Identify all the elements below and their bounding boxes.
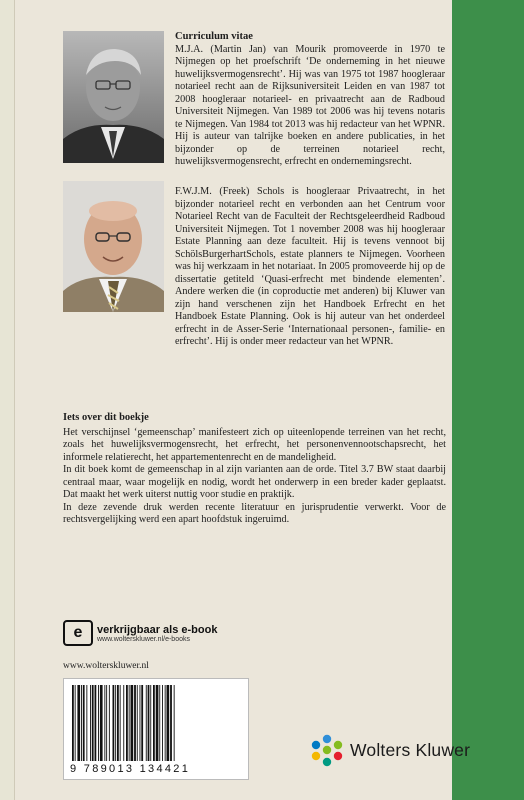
barcode-bar bbox=[117, 685, 119, 761]
about-heading: Iets over dit boekje bbox=[63, 412, 149, 423]
green-band bbox=[452, 0, 524, 800]
barcode-bar bbox=[81, 685, 82, 761]
barcode-bar bbox=[120, 685, 121, 761]
ebook-icon bbox=[63, 620, 93, 646]
barcode-bar bbox=[131, 685, 134, 761]
barcode-bar bbox=[123, 685, 124, 761]
cv-paragraph: M.J.A. (Martin Jan) van Mourik promoveerde in 1970 te Nijmegen op het proefschrift ‘De onderneming in het nieuwe huwelijksvermogensrecht’. Hij was van 1975 tot 1987 hoogleraar notarieel recht aan de Rijksuniversiteit Leiden en van 1987 tot 2008 hoogleraar notarieel- en privaatrecht aan de Radboud Universiteit Nijmegen. Van 1989 tot 2006 was hij tevens notaris te Nijmegen. Van 1984 tot 2013 was hij redacteur van het WPNR. Hij is auteur van talrijke boeken en andere publicaties, in het bijzonder op de terreinen notarieel recht, huwelijksvermogensrecht, erfrecht en ondernemingsrecht. bbox=[175, 43, 445, 167]
barcode-bar bbox=[113, 685, 115, 761]
barcode-bar bbox=[170, 685, 172, 761]
barcode-digits: 9 789013 134421 bbox=[70, 763, 191, 775]
barcode-bar bbox=[98, 685, 99, 761]
ebook-title: verkrijgbaar als e-book bbox=[97, 623, 218, 636]
barcode-bar bbox=[153, 685, 155, 761]
bio2-paragraph: F.W.J.M. (Freek) Schols is hoogleraar Privaatrecht, in het bijzonder notarieel recht en verbonden aan het Centrum voor Notarieel Recht van de Faculteit der Rechtsgeleerdheid Radboud Universiteit Nijmegen. Tot 1 november 2008 was hij hoogleraar Estate Planning aan deze faculteit. Hij is tevens vennoot bij SchölsBurgerhartSchols, estate planners te Nijmegen. Voorheen was hij werkzaam in het notariaat. In 2005 promoveerde hij op de dissertatie getiteld ‘Quasi-erfrecht met bindende elementen’. Andere werken die (in coproductie met anderen) bij Kluwer van zijn hand verschenen zijn het Handboek Erfrecht en het Handboek Estate Planning. Ook is hij auteur van het onderdeel erfrecht in de Asser-Serie ‘Internationaal personen-, familie- en erfrecht’. Hij is onder meer redacteur van het WPNR. bbox=[175, 186, 445, 347]
portrait-illustration bbox=[63, 181, 164, 312]
wolters-kluwer-logo-icon bbox=[310, 733, 344, 767]
portrait-illustration bbox=[63, 31, 164, 163]
barcode-bar bbox=[141, 685, 143, 761]
barcode-bar bbox=[106, 685, 107, 761]
barcode-bar bbox=[86, 685, 87, 761]
barcode-bar bbox=[90, 685, 91, 761]
barcode-bar bbox=[156, 685, 159, 761]
about-paragraph: In deze zevende druk werden recente literatuur en jurisprudentie verwerkt. Voor de rechtsvergelijking werd een apart hoofdstuk ingeruimd. bbox=[63, 501, 446, 525]
ebook-badge-letter: e bbox=[73, 624, 83, 641]
isbn-barcode bbox=[63, 678, 249, 780]
ebook-text bbox=[97, 624, 217, 643]
barcode-bar bbox=[100, 685, 103, 761]
barcode-bar bbox=[146, 685, 147, 761]
barcode-bar bbox=[104, 685, 105, 761]
about-paragraph: In dit boek komt de gemeenschap in al zijn varianten aan de orde. Titel 3.7 BW staat daarbij centraal maar, waar mogelijk en nodig, wordt het onderwerp in een breder kader geplaatst. Dat maakt het werk uiterst nuttig voor studie en praktijk. bbox=[63, 464, 446, 500]
barcode-bar bbox=[126, 685, 128, 761]
barcode-bar bbox=[77, 685, 80, 761]
cv-heading: Curriculum vitae bbox=[175, 31, 253, 42]
barcode-bar bbox=[140, 685, 141, 761]
barcode-bar bbox=[92, 685, 94, 761]
barcode-bar bbox=[162, 685, 163, 761]
spine-edge bbox=[0, 0, 15, 800]
about-paragraph: Het verschijnsel ‘gemeenschap’ manifesteert zich op uiteenlopende terreinen van het recht, zoals het huwelijksvermogensrecht, het erfrecht, het personenvennootschapsrecht, het informele relatierecht, het appartementenrecht en de mandeligheid. bbox=[63, 426, 446, 463]
barcode-bar bbox=[75, 685, 76, 761]
barcode-bar bbox=[129, 685, 130, 761]
barcode-bar bbox=[137, 685, 138, 761]
cv-section bbox=[175, 31, 445, 169]
barcode-bar bbox=[165, 685, 166, 761]
publisher-name: Wolters Kluwer bbox=[350, 739, 471, 760]
barcode-bar bbox=[134, 685, 136, 761]
ebook-url: www.wolterskluwer.nl/e-books bbox=[97, 635, 190, 643]
author-photo-van-mourik bbox=[63, 31, 164, 163]
author-photo-schols bbox=[63, 181, 164, 312]
barcode-bars-icon bbox=[70, 685, 242, 761]
barcode-bar bbox=[72, 685, 74, 761]
ebook-notice bbox=[63, 620, 217, 646]
publisher-logo bbox=[310, 733, 470, 767]
barcode-bar bbox=[83, 685, 85, 761]
barcode-bar bbox=[95, 685, 97, 761]
about-section bbox=[63, 412, 446, 527]
barcode-bar bbox=[109, 685, 110, 761]
publisher-website: www.wolterskluwer.nl bbox=[63, 661, 149, 671]
barcode-bar bbox=[115, 685, 116, 761]
barcode-bar bbox=[174, 685, 175, 761]
barcode-bar bbox=[159, 685, 160, 761]
barcode-bar bbox=[150, 685, 151, 761]
bio2-section bbox=[175, 186, 445, 349]
barcode-bar bbox=[167, 685, 170, 761]
barcode-bar bbox=[148, 685, 150, 761]
